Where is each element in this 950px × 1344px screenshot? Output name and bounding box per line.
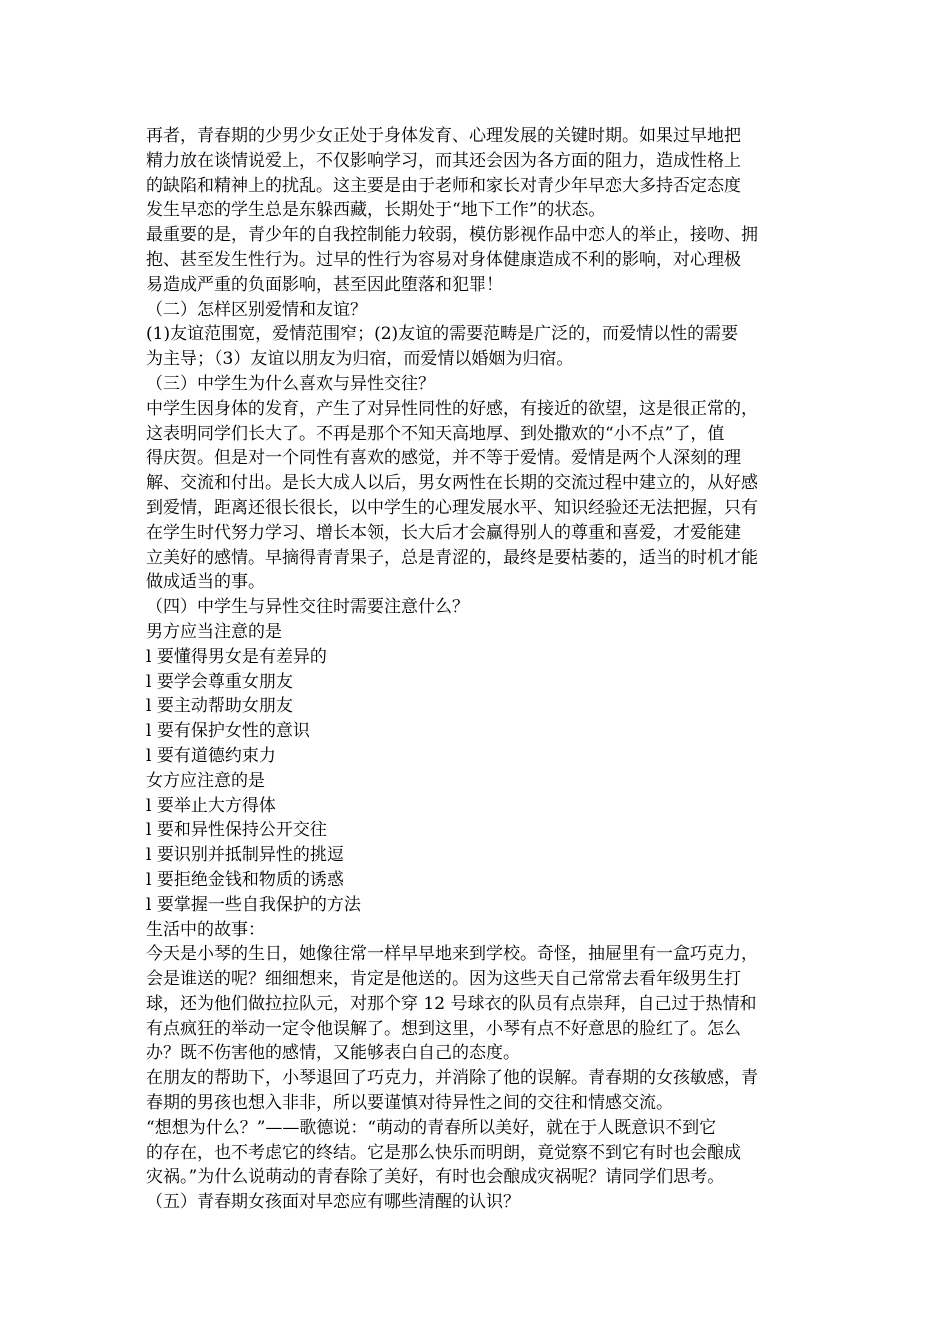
- paragraph-line: 中学生因身体的发育，产生了对异性同性的好感，有接近的欲望，这是很正常的，: [146, 398, 758, 419]
- paragraph-line: 最重要的是，青少年的自我控制能力较弱，模仿影视作品中恋人的举止，接吻、拥: [146, 225, 758, 246]
- list-item: l 要有道德约束力: [146, 745, 276, 766]
- paragraph-line: 在学生时代努力学习、增长本领，长大后才会赢得别人的尊重和喜爱，才爱能建: [146, 522, 741, 543]
- paragraph-line: 抱、甚至发生性行为。过早的性行为容易对身体健康造成不利的影响，对心理极: [146, 249, 741, 270]
- paragraph-line: 易造成严重的负面影响，甚至因此堕落和犯罪！: [146, 274, 503, 295]
- paragraph-line: 为主导；（3）友谊以朋友为归宿，而爱情以婚姻为归宿。: [146, 349, 574, 370]
- paragraph-line: 再者，青春期的少男少女正处于身体发育、心理发展的关键时期。如果过早地把: [146, 126, 741, 146]
- paragraph-line: 有点疯狂的举动一定令他误解了。想到这里，小琴有点不好意思的脸红了。怎么: [146, 1018, 741, 1039]
- paragraph-line: 精力放在谈情说爱上，不仅影响学习，而其还会因为各方面的阻力，造成性格上: [146, 150, 741, 171]
- paragraph-line: 会是谁送的呢？细细想来，肯定是他送的。因为这些天自己常常去看年级男生打: [146, 969, 741, 990]
- section-heading-3: （三）中学生为什么喜欢与异性交往？: [146, 373, 435, 394]
- paragraph-line: 在朋友的帮助下，小琴退回了巧克力，并消除了他的误解。青春期的女孩敏感，青: [146, 1068, 758, 1089]
- section-heading-5: （五）青春期女孩面对早恋应有哪些清醒的认识？: [146, 1192, 520, 1213]
- paragraph-line: 到爱情，距离还很长很长，以中学生的心理发展水平、知识经验还无法把握，只有: [146, 497, 758, 518]
- paragraph-line: 的缺陷和精神上的扰乱。这主要是由于老师和家长对青少年早恋大多持否定态度: [146, 175, 741, 196]
- paragraph-line: 灾祸。”为什么说萌动的青春除了美好，有时也会酿成灾祸呢？请同学们思考。: [146, 1167, 725, 1188]
- list-item: l 要主动帮助女朋友: [146, 696, 293, 717]
- list-item: l 要举止大方得体: [146, 795, 276, 816]
- paragraph-line: 这表明同学们长大了。不再是那个不知天高地厚、到处撒欢的“小不点”了，值: [146, 423, 725, 444]
- paragraph-line: 办？既不伤害他的感情，又能够表白自己的态度。: [146, 1043, 520, 1064]
- paragraph-line: “想想为什么？”——歌德说：“萌动的青春所以美好，就在于人既意识不到它: [146, 1117, 717, 1138]
- list-item: l 要掌握一些自我保护的方法: [146, 894, 361, 915]
- paragraph-line: 今天是小琴的生日，她像往常一样早早地来到学校。奇怪，抽屉里有一盒巧克力，: [146, 944, 758, 965]
- paragraph-line: 得庆贺。但是对一个同性有喜欢的感觉，并不等于爱情。爱情是两个人深刻的理: [146, 448, 741, 469]
- section-heading-4: （四）中学生与异性交往时需要注意什么？: [146, 597, 469, 618]
- list-item: l 要学会尊重女朋友: [146, 671, 293, 692]
- story-heading: 生活中的故事：: [146, 919, 265, 940]
- list-item: l 要懂得男女是有差异的: [146, 646, 327, 667]
- paragraph-line: 球，还为他们做拉拉队元，对那个穿 12 号球衣的队员有点崇拜，自己过于热情和: [146, 993, 757, 1014]
- paragraph-line: (1)友谊范围宽，爱情范围窄；(2)友谊的需要范畴是广泛的，而爱情以性的需要: [146, 324, 739, 345]
- paragraph-line: 立美好的感情。早摘得青青果子，总是青涩的，最终是要枯萎的，适当的时机才能: [146, 547, 758, 568]
- list-heading-female: 女方应注意的是: [146, 770, 265, 791]
- list-item: l 要有保护女性的意识: [146, 721, 310, 742]
- list-heading-male: 男方应当注意的是: [146, 621, 282, 642]
- document-page: [146, 124, 810, 1215]
- paragraph-line: 发生早恋的学生总是东躲西藏，长期处于“地下工作”的状态。: [146, 200, 606, 221]
- paragraph-line: 的存在，也不考虑它的终结。它是那么快乐而明朗，竟觉察不到它有时也会酿成: [146, 1142, 741, 1163]
- list-item: l 要和异性保持公开交往: [146, 820, 327, 841]
- list-item: l 要拒绝金钱和物质的诱惑: [146, 869, 344, 890]
- paragraph-line: 春期的男孩也想入非非，所以要谨慎对待异性之间的交往和情感交流。: [146, 1093, 673, 1114]
- list-item: l 要识别并抵制异性的挑逗: [146, 845, 344, 866]
- section-heading-2: （二）怎样区别爱情和友谊？: [146, 299, 367, 320]
- paragraph-line: 做成适当的事。: [146, 572, 265, 593]
- paragraph-line: 解、交流和付出。是长大成人以后，男女两性在长期的交流过程中建立的，从好感: [146, 473, 758, 494]
